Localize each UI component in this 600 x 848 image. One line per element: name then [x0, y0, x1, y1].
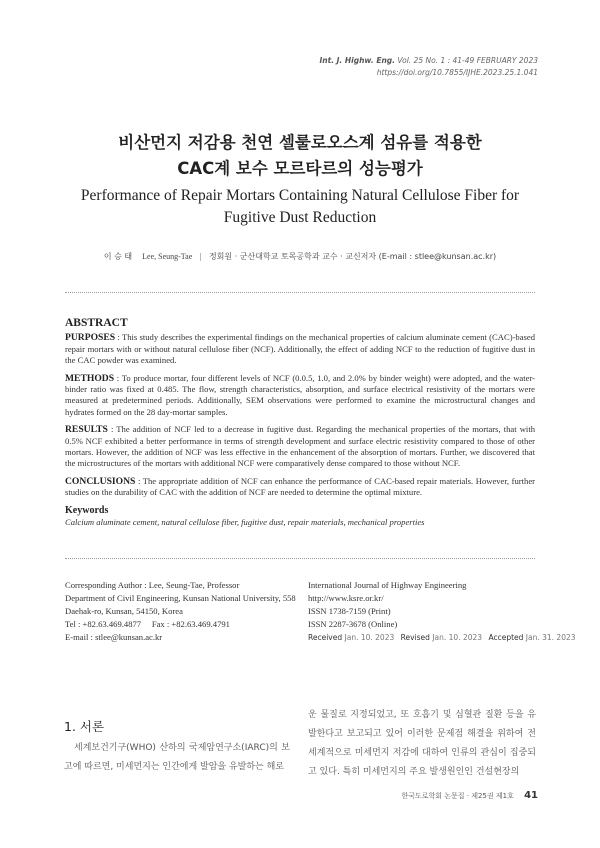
submission-dates [308, 631, 576, 644]
volume-info: Vol. 25 No. 1 : 41-49 FEBRUARY 2023 [397, 56, 538, 65]
author-name-en: Lee, Seung-Tae [142, 252, 193, 261]
journal-info-block [308, 579, 576, 644]
section-heading-introduction: 1. 서론 [64, 719, 105, 734]
author-affiliation: 정회원 · 군산대학교 토목공학과 교수 · 교신저자 (E-mail : stlee@kunsan.ac.kr) [208, 252, 497, 261]
abstract-purposes [65, 332, 535, 366]
english-title [0, 185, 600, 229]
keywords-heading: Keywords [65, 504, 109, 516]
korean-title-line2: CAC계 보수 모르타르의 성능평가 [177, 159, 423, 178]
korean-title [0, 130, 600, 182]
corr-line1: Corresponding Author : Lee, Seung-Tae, Professor [65, 580, 240, 590]
conclusions-label: CONCLUSIONS [65, 475, 136, 487]
revised-date: Jan. 10. 2023 [432, 633, 483, 642]
keywords-text: Calcium aluminate cement, natural cellulose fiber, fugitive dust, repair materials, mechanical properties [65, 517, 425, 528]
purposes-label: PURPOSES [65, 332, 116, 344]
received-label: Received [308, 633, 343, 642]
methods-text: : To produce mortar, four different levels of NCF (0.0.5, 1.0, and 2.0% by binder weight) were adopted, and the water-binder ratio was fixed at 0.485. The flow, strength characteristics, absorption, and surface electrical resistivity of the mortars were measured at predetermined periods. Additionally, SEM observations were performed to examine the microstructural changes and hydrates formed on the 28 day-mortar samples. [65, 372, 535, 417]
received-date: Jan. 10. 2023 [344, 633, 395, 642]
abstract-conclusions [65, 476, 535, 499]
jinfo-line1: International Journal of Highway Engineering [308, 580, 467, 590]
purposes-text: : This study describes the experimental findings on the mechanical properties of calcium aluminate cement (CAC)-based repair mortars with or without natural cellulose fiber (NCF). Additionally, the effect of adding NCF to the reduction of fugitive dust in the CAC powder was examined. [65, 332, 535, 366]
corr-email[interactable]: E-mail : stlee@kunsan.ac.kr [65, 632, 163, 642]
divider-top [65, 292, 535, 293]
corr-line4: Tel : +82.63.469.4877 Fax : +82.63.469.4791 [65, 619, 230, 629]
body-right-column: 운 물질로 지정되었고, 또 호흡기 및 심혈관 질환 등을 유발한다고 보고되고 있어 이러한 문제점 해결을 위하여 전 세계적으로 미세먼지 저감에 대하여 인류의 관심이 집중되고 있다. 특히 미세먼지의 주요 발생원인인 건설현장의 [308, 710, 536, 777]
abstract-results [65, 424, 535, 470]
korean-title-line1: 비산먼지 저감용 천연 셀룰로오스계 섬유를 적용한 [118, 133, 482, 152]
abstract-heading: ABSTRACT [65, 317, 128, 329]
abstract-methods [65, 373, 535, 419]
jinfo-issn-online: ISSN 2287-3678 (Online) [308, 619, 398, 629]
jinfo-issn-print: ISSN 1738-7159 (Print) [308, 606, 391, 616]
corr-line3: Daehak-ro, Kunsan, 54150, Korea [65, 606, 183, 616]
corr-line2: Department of Civil Engineering, Kunsan National University, 558 [65, 593, 296, 603]
footer-journal: 한국도로학회 논문집 · 제25권 제1호 [401, 792, 514, 800]
body-left-column: 세계보건기구(WHO) 산하의 국제암연구소(IARC)의 보고에 따르면, 미세먼지는 인간에게 발암을 유발하는 해로 [64, 743, 290, 772]
page-number: 41 [524, 790, 538, 801]
results-label: RESULTS [65, 424, 108, 436]
author-line [0, 251, 600, 262]
results-text: : The addition of NCF led to a decrease in fugitive dust. Regarding the mechanical properties of the mortars, that with 0.5% NCF exhibited a better performance in terms of strength development and surface electric resistivity compared to those of other mortars. However, the addition of NCF was less effective in the enhancement of the absorption of mortars. Further, we discovered that the microstructures of the mortars with additional NCF were comparatively dense compared to those without NCF. [65, 424, 535, 469]
doi-link[interactable]: https://doi.org/10.7855/IJHE.2023.25.1.041 [376, 68, 538, 77]
journal-volume-line [319, 55, 538, 67]
abstract-section [65, 318, 535, 529]
english-title-line2: Fugitive Dust Reduction [223, 209, 377, 226]
author-name-kr: 이 승 태 [103, 252, 133, 261]
corresponding-author-block [65, 579, 296, 644]
revised-label: Revised [400, 633, 430, 642]
journal-header [319, 55, 538, 79]
divider-middle [65, 558, 535, 559]
journal-abbrev: Int. J. Highw. Eng. [319, 56, 396, 65]
english-title-line1: Performance of Repair Mortars Containing Natural Cellulose Fiber for [80, 187, 520, 204]
jinfo-url[interactable]: http://www.ksre.or.kr/ [308, 593, 384, 603]
methods-label: METHODS [65, 372, 115, 384]
author-separator: | [199, 252, 202, 261]
conclusions-text: : The appropriate addition of NCF can enhance the performance of CAC-based repair materials. However, further studies on the durability of CAC with the addition of NCF are needed to determine the optimal mixture. [65, 475, 535, 498]
accepted-label: Accepted [488, 633, 524, 642]
page-footer [401, 790, 538, 801]
accepted-date: Jan. 31. 2023 [525, 633, 576, 642]
